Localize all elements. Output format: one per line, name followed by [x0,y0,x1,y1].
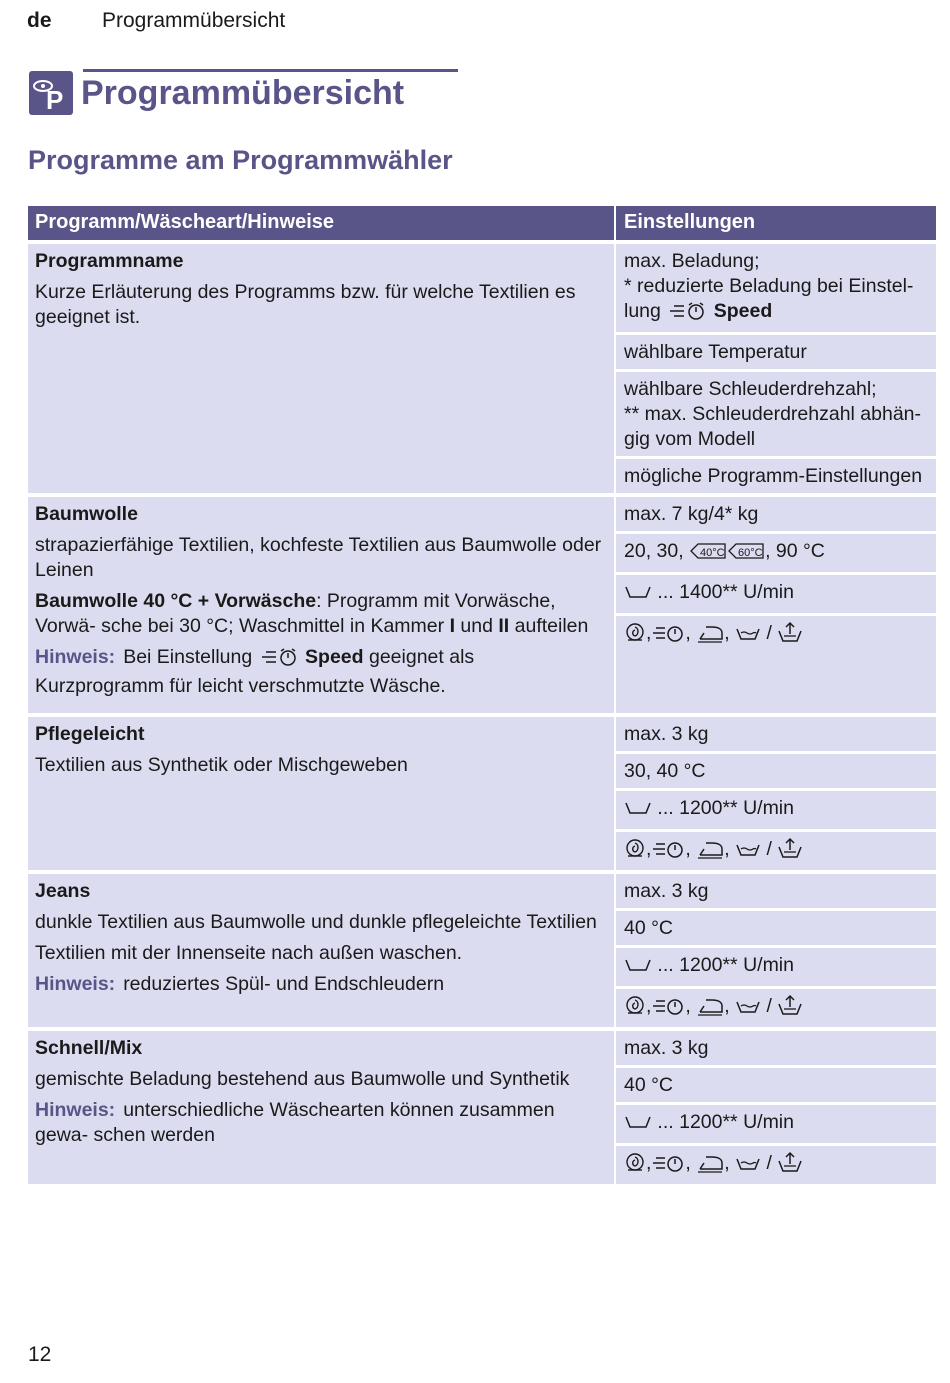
program-desc: gemischte Beladung bestehend aus Baumwolle und Synthetik [35,1068,570,1090]
load-note-2 [624,299,928,328]
sep: , [724,838,736,860]
sep: / [761,622,778,644]
title-rule [83,69,458,72]
jeans-right [614,874,936,1027]
programs-icon [29,71,73,115]
speed-clock-icon [651,996,685,1023]
section-title: Programme am Programmwähler [28,145,453,175]
program-hint: Hinweis: unterschiedliche Wäschearten können zusammen gewa- schen werden [35,1099,555,1146]
iron-icon [696,623,724,650]
spin-cell: ... 1200** U/min [616,791,936,829]
load-note-b: lung [624,300,661,322]
spin-tub-icon [624,798,652,825]
program-hint: Hinweis: Bei Einstellung Speed geeignet als Kurzprogramm für leicht verschmutzte Wäsche. [35,646,475,697]
load-label: max. Beladung; [624,250,760,272]
sep: , [646,838,652,860]
temp-cell: 40 °C [616,911,936,945]
temp-cell: 30, 40 °C [616,754,936,788]
spin-cell: ... 1200** U/min [616,948,936,986]
spin-label: wählbare Schleuderdrehzahl; [624,378,877,400]
load-cell: max. 7 kg/4* kg [616,497,936,531]
load-cell: max. 3 kg [616,717,936,751]
sep: , [646,995,652,1017]
program-name: Jeans [35,880,91,902]
sep: / [761,838,778,860]
sep: , [724,995,736,1017]
speed-clock-icon [666,301,708,328]
speed-clock-icon [651,839,685,866]
settings-cell [616,832,936,870]
spin-cell [616,372,936,456]
sep: , [685,1152,697,1174]
program-desc: strapazierfähige Textilien, kochfeste Textilien aus Baumwolle oder Leinen [35,534,602,581]
speed-clock-icon [258,647,300,674]
sep: , [646,622,652,644]
program-desc: dunkle Textilien aus Baumwolle und dunkle pflegeleichte Textilien [35,911,597,933]
load-cell: max. 3 kg [616,874,936,908]
eco-40-icon [689,541,727,568]
settings-cell [616,989,936,1027]
extra-rinse-icon [777,1151,803,1180]
spin-tub-icon [624,1112,652,1139]
spin-cell: ... 1400** U/min [616,575,936,613]
baumwolle-left [28,497,614,713]
program-table [28,206,936,1184]
program-name: Schnell/Mix [35,1037,143,1059]
sep: / [761,995,778,1017]
spin-tub-icon [624,582,652,609]
iron-icon [696,1153,724,1180]
legend-row [28,244,936,493]
prewash-icon [624,837,646,866]
prewash-icon [624,1151,646,1180]
baumwolle-right [614,497,936,713]
program-row-jeans [28,874,936,1027]
program-desc: Textilien aus Synthetik oder Mischgeweben [35,754,408,776]
iron-icon [696,996,724,1023]
svg-text:P: P [46,85,64,115]
schnell-right [614,1031,936,1184]
rinse-hold-icon [735,996,761,1023]
extra-rinse-icon [777,994,803,1023]
extra-rinse-icon [777,837,803,866]
pflegeleicht-left [28,717,614,870]
sep: , [685,838,697,860]
settings-cell: mögliche Programm-Einstellungen [616,459,936,493]
speed-clock-icon [651,623,685,650]
sep: , [685,622,697,644]
legend-right [614,244,936,493]
program-row-baumwolle [28,497,936,713]
program-variant: Baumwolle 40 °C + Vorwäsche: Programm mit Vorwäsche, Vorwä- sche bei 30 °C; Waschmittel in Kammer I und II aufteilen [35,590,589,637]
program-desc-2: Textilien mit der Innenseite nach außen waschen. [35,942,463,964]
rinse-hold-icon [735,623,761,650]
col-header-right: Einstellungen [614,206,936,240]
col-header-left: Programm/Wäscheart/Hinweise [35,211,334,233]
prewash-icon [624,621,646,650]
sep: , [646,1152,652,1174]
temp-cell: 40 °C [616,1068,936,1102]
program-name: Programmname [35,250,184,272]
svg-text:40°C: 40°C [700,547,725,559]
temp-cell: 20, 30, 40°C 60°C , 90 °C [616,534,936,572]
load-note: * reduzierte Beladung bei Einstel- [624,275,914,297]
header-title: Programmübersicht [102,9,286,32]
settings-cell [616,616,936,713]
load-cell [616,244,936,332]
program-hint: Hinweis: reduziertes Spül- und Endschleudern [35,973,445,995]
extra-rinse-icon [777,621,803,650]
rinse-hold-icon [735,839,761,866]
load-cell: max. 3 kg [616,1031,936,1065]
sep: , [685,995,697,1017]
prewash-icon [624,994,646,1023]
sep: / [761,1152,778,1174]
program-name: Baumwolle [35,503,138,525]
table-header [28,206,936,240]
spin-note: ** max. Schleuderdrehzahl abhän- gig vom Modell [624,403,922,450]
temp-cell: wählbare Temperatur [616,335,936,369]
pflegeleicht-right [614,717,936,870]
program-name: Pflegeleicht [35,723,145,745]
program-row-pflegeleicht [28,717,936,870]
page-number: 12 [28,1343,52,1366]
schnell-left [28,1031,614,1184]
iron-icon [696,839,724,866]
sep: , [724,1152,736,1174]
jeans-left [28,874,614,1027]
header-lang: de [27,9,52,32]
program-desc: Kurze Erläuterung des Programms bzw. für welche Textilien es geeignet ist. [35,281,576,328]
sep: , [724,622,736,644]
program-row-schnell-mix [28,1031,936,1184]
page-title: Programmübersicht [81,74,405,112]
eco-60-icon [727,541,765,568]
settings-cell [616,1146,936,1184]
speed-clock-icon [651,1153,685,1180]
spin-cell: ... 1200** U/min [616,1105,936,1143]
legend-left [28,244,614,493]
svg-text:60°C: 60°C [738,547,763,559]
rinse-hold-icon [735,1153,761,1180]
speed-label: Speed [713,300,773,322]
spin-tub-icon [624,955,652,982]
